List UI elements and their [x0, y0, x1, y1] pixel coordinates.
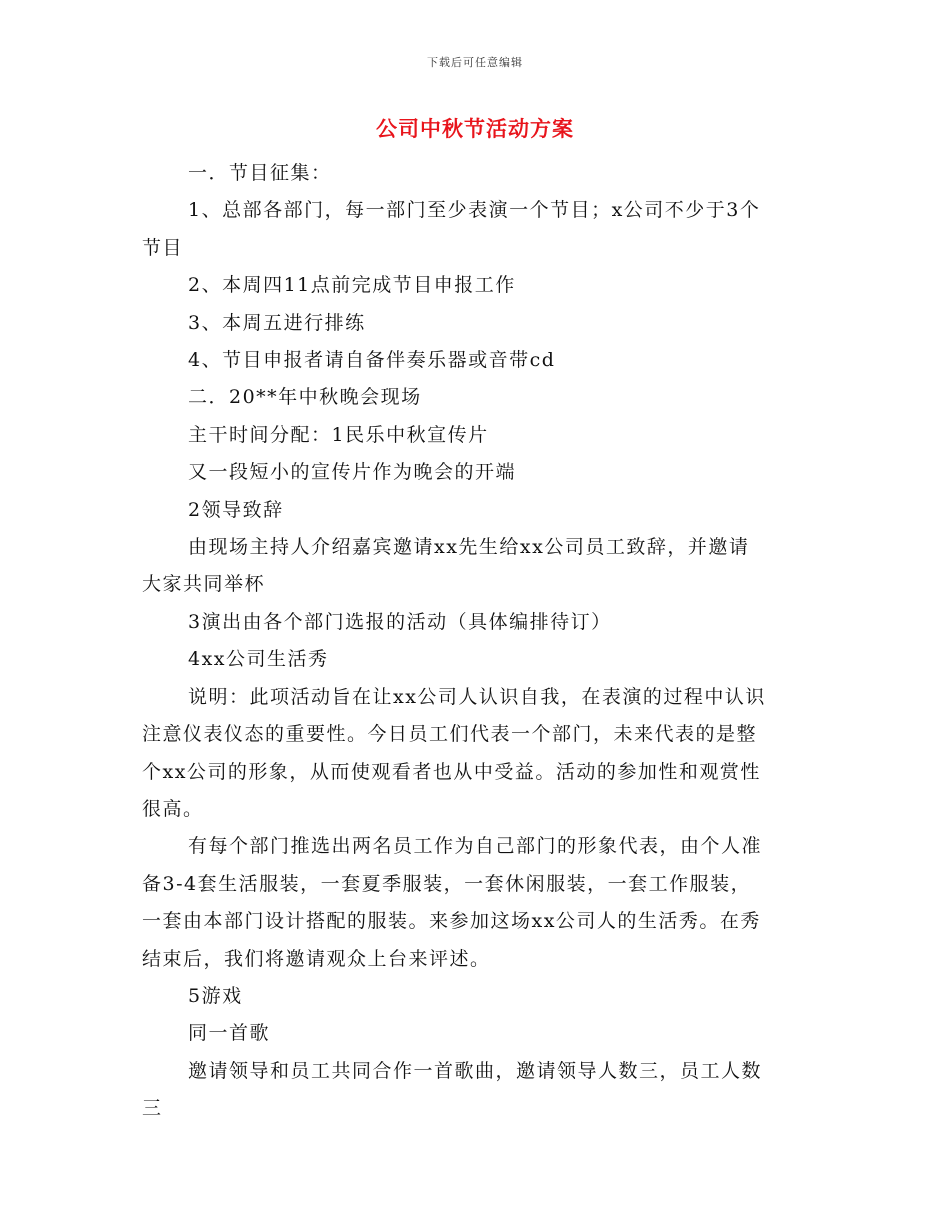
body-paragraph: 二．20**年中秋晚会现场 [188, 386, 422, 409]
body-paragraph: 同一首歌 [188, 1022, 271, 1045]
body-paragraph: 1、总部各部门，每一部门至少表演一个节目；x公司不少于3个 节目 [142, 199, 761, 259]
body-paragraph: 3演出由各个部门选报的活动（具体编排待订） [188, 610, 612, 633]
body-paragraph: 5游戏 [188, 984, 243, 1007]
body-paragraph: 2领导致辞 [188, 498, 284, 521]
header-note: 下载后可任意编辑 [427, 56, 523, 69]
body-paragraph: 3、本周五进行排练 [188, 311, 366, 334]
body-paragraph: 邀请领导和员工共同合作一首歌曲，邀请领导人数三，员工人数 三 [142, 1059, 763, 1120]
body-paragraph: 4、节目申报者请自备伴奏乐器或音带cd [188, 349, 556, 372]
body-paragraph: 2、本周四11点前完成节目申报工作 [188, 274, 516, 297]
body-paragraph: 一．节目征集： [188, 162, 332, 184]
body-paragraph: 有每个部门推选出两名员工作为自己部门的形象代表，由个人准 备3-4套生活服装，一套夏季服装，一套休闲服装，一套工作服装， 一套由本部门设计搭配的服装。来参加这场xx公司人的生活秀。在秀 结束后，我们将邀请观众上台来评述。 [142, 835, 763, 970]
body-paragraph: 4xx公司生活秀 [188, 648, 329, 671]
body-paragraph: 由现场主持人介绍嘉宾邀请xx先生给xx公司员工致辞，并邀请 大家共同举杯 [142, 536, 750, 596]
document-body [142, 155, 814, 1128]
body-paragraph: 主干时间分配：1民乐中秋宣传片 [188, 423, 489, 446]
body-paragraph: 又一段短小的宣传片作为晚会的开端 [188, 461, 517, 484]
body-paragraph: 说明：此项活动旨在让xx公司人认识自我，在表演的过程中认识 注意仪表仪态的重要性。今日员工们代表一个部门，未来代表的是整 个xx公司的形象，从而使观看者也从中受益。活动的参加性和观赏性 很高。 [142, 685, 766, 820]
document-title: 公司中秋节活动方案 [376, 116, 574, 141]
